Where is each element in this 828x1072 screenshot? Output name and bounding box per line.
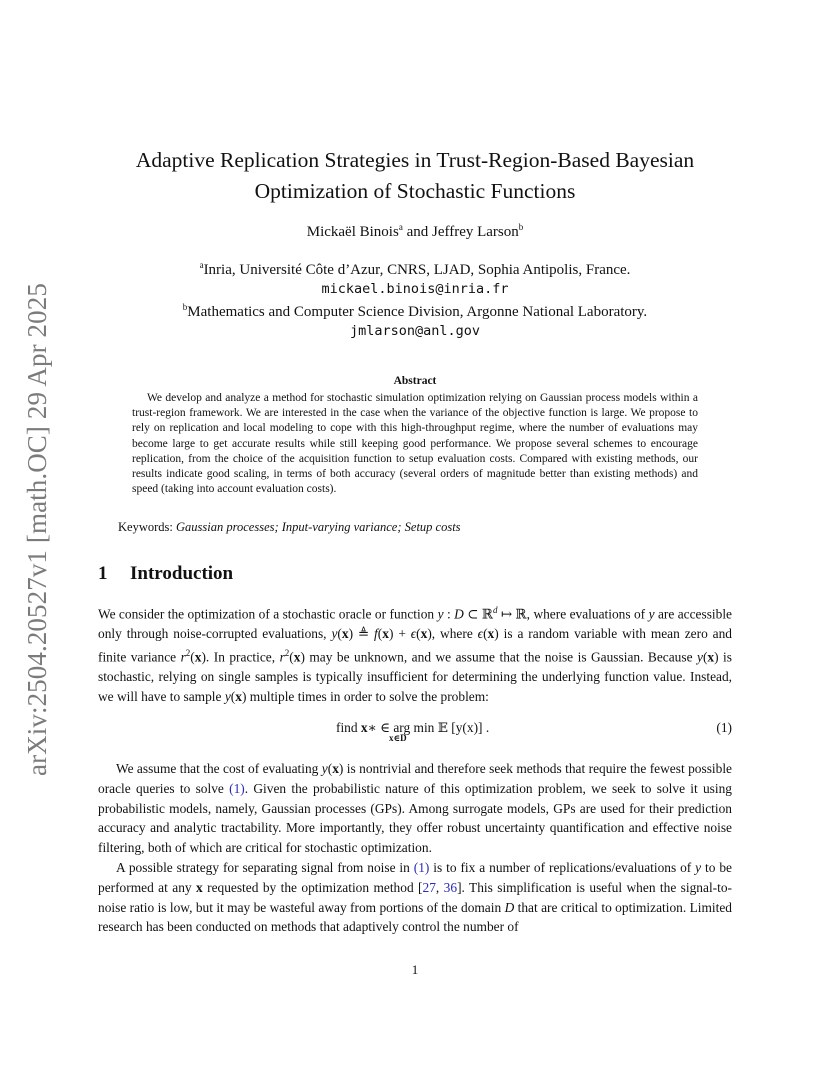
arxiv-identifier-stamp: arXiv:2504.20527v1 [math.OC] 29 Apr 2025 [22,283,52,776]
title-line-1: Adaptive Replication Strategies in Trust-Region-Based Bayesian [135,148,695,172]
equation-number: (1) [716,720,732,735]
keywords-text: Gaussian processes; Input-varying variance; Setup costs [175,520,461,534]
author-conjunction: and [402,224,432,240]
section-heading-introduction [98,563,233,585]
equation-subscript: x∈D [389,733,407,743]
author-larson: Jeffrey Larson [431,224,519,240]
abstract-text: We develop and analyze a method for stochastic simulation optimization relying on Gaussian process models within a trust-region framework. We are interested in the case when the variance of the objective function is large. We propose to rely on replication and local modeling to cope with this high-throughput regime, where the number of evaluations may become large to get accurate results while still keeping good performance. We propose several schemes to encourage replication, from the choice of the acquisition function to setup evaluation costs. Compared with existing methods, our results indicate good scaling, in terms of both accuracy (several orders of magnitude better than existing methods) and speed (taking into account evaluation costs). [132,392,698,496]
section-number: 1 [98,563,108,584]
section-title: Introduction [130,563,234,584]
paper-title [98,145,732,207]
email-binois[interactable]: mickael.binois@inria.fr [321,280,509,297]
affiliation-inria [98,256,732,280]
affiliations [98,256,732,340]
email-larson[interactable]: jmlarson@anl.gov [349,322,481,339]
affiliation-mark: a [398,222,403,232]
intro-paragraph-3: A possible strategy for separating signal from noise in (1) is to fix a number of replications/evaluations of y to be performed at any x requested by the optimization method [27, 36]. This simplification is useful when the signal-to-noise ratio is low, but it may be wasteful away from portions of the domain D that are critical to optimization. Limited research has been conducted on methods that adaptively control the number of [98,860,733,935]
citation-link-27[interactable]: 27 [422,879,436,895]
title-line-2: Optimization of Stochastic Functions [254,179,576,203]
abstract-heading: Abstract [393,375,437,387]
affiliation-mark: a [199,260,204,270]
author-binois: Mickaël Binois [306,224,399,240]
affiliation-argonne [98,298,732,322]
keywords-line [118,520,461,535]
affiliation-text: Mathematics and Computer Science Division, Argonne National Laboratory. [187,304,648,320]
page-number: 1 [411,962,419,977]
intro-paragraph-2: We assume that the cost of evaluating y(x) is nontrivial and therefore seek methods that require the fewest possible oracle queries to solve (1). Given the probabilistic nature of this optimization problem, we seek to solve it using probabilistic models, namely, Gaussian processes (GPs). Among surrogate models, GPs are used for their prediction accuracy and analytic tractability. More importantly, they offer robust uncertainty quantification and effective noise filtering, both of which are critical for stochastic optimization. [98,761,732,856]
equation-reference-link[interactable]: (1) [229,780,245,796]
affiliation-mark: b [182,302,188,312]
citation-link-36[interactable]: 36 [443,879,458,895]
equation-1 [98,720,732,744]
intro-paragraph-1: We consider the optimization of a stochastic oracle or function y : D ⊂ ℝ$^d$ ↦ ℝ, where evaluations of y are accessible only through noise-corrupted evaluations, y(x) ≜ f(x) + ϵ(x), where ϵ(x) is a random variable with mean zero and finite variance $r^2(x)$. In practice, $r^2(x)$ may be unknown, and we assume that the noise is Gaussian. Because y(x) is stochastic, relying on single samples is typically insufficient for determining the underlying function value. Instead, we will have to sample y(x) multiple times in order to solve the problem: [98,605,733,705]
equation-reference-link[interactable]: (1) [413,860,430,875]
affiliation-text: Inria, Université Côte d’Azur, CNRS, LJAD, Sophia Antipolis, France. [203,262,631,278]
keywords-label: Keywords: [118,520,173,534]
equation-expression: find x∗ ∈ arg min 𝔼 [y(x)] . [336,720,490,735]
author-list [98,222,732,241]
affiliation-mark: b [518,222,524,232]
